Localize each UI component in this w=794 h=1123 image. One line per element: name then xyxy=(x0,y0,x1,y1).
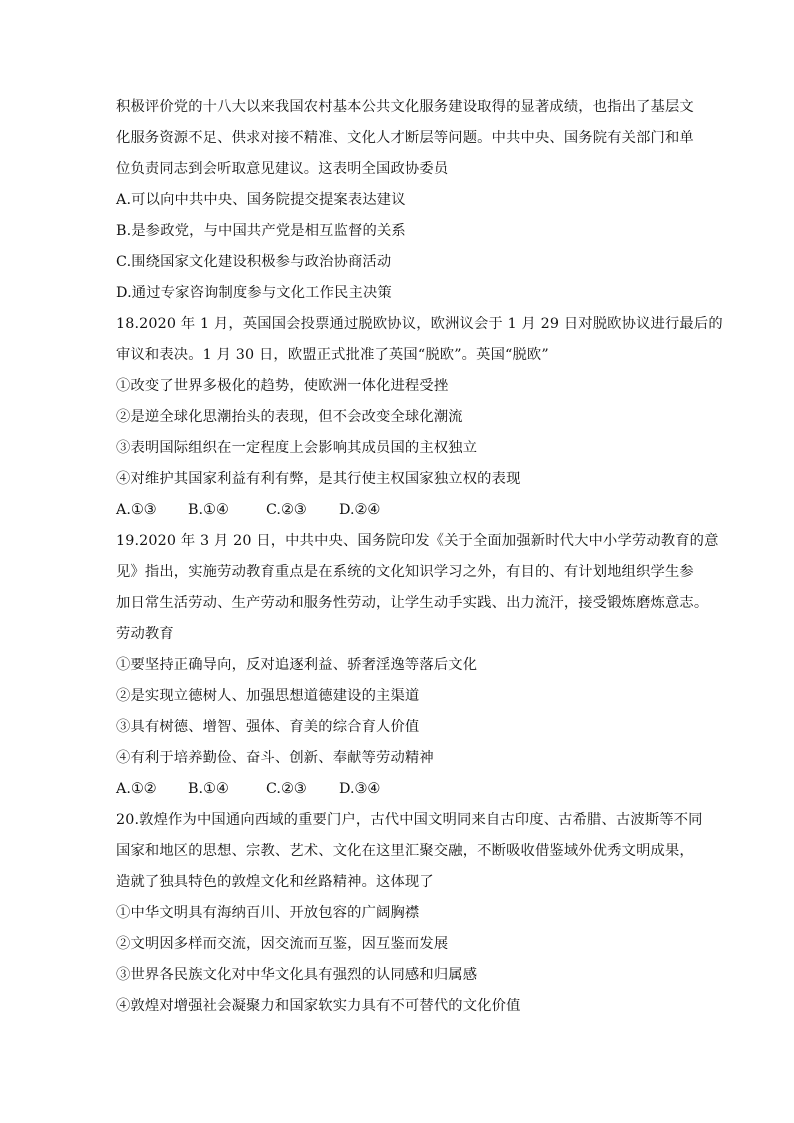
choice-c: C.②③ xyxy=(266,781,307,797)
statement-4: ④敦煌对增强社会凝聚力和国家软实力具有不可替代的文化价值 xyxy=(116,998,521,1014)
choice-a: A.①② xyxy=(116,781,157,797)
question-stem-line: 位负责同志到会听取意见建议。这表明全国政协委员 xyxy=(116,161,449,177)
statement-3: ③表明国际组织在一定程度上会影响其成员国的主权独立 xyxy=(116,440,478,456)
question-19 xyxy=(116,526,719,805)
statement-1: ①中华文明具有海纳百川、开放包容的广阔胸襟 xyxy=(116,905,420,921)
statement-1: ①改变了世界多极化的趋势，使欧洲一体化进程受挫 xyxy=(116,378,449,394)
option-c: C.围绕国家文化建设积极参与政治协商活动 xyxy=(116,254,392,270)
statement-3: ③世界各民族文化对中华文化具有强烈的认同感和归属感 xyxy=(116,967,478,983)
question-stem-line: 20.敦煌作为中国通向西域的重要门户，古代中国文明同来自古印度、古希腊、古波斯等不同 xyxy=(116,812,703,828)
question-stem-line: 18.2020 年 1 月，英国国会投票通过脱欧协议，欧洲议会于 1 月 29 日对脱欧协议进行最后的 xyxy=(116,316,723,332)
question-stem-line: 国家和地区的思想、宗教、艺术、文化在这里汇聚交融，不断吸收借鉴域外优秀文明成果， xyxy=(116,843,694,859)
statement-1: ①要坚持正确导向，反对追逐利益、骄奢淫逸等落后文化 xyxy=(116,657,478,673)
choice-b: B.①④ xyxy=(188,781,229,797)
statement-3: ③具有树德、增智、强体、育美的综合育人价值 xyxy=(116,719,420,735)
answer-choices xyxy=(116,774,696,805)
choice-d: D.③④ xyxy=(339,781,381,797)
question-20 xyxy=(116,805,703,1022)
question-stem-line: 化服务资源不足、供求对接不精准、文化人才断层等问题。中共中央、国务院有关部门和单 xyxy=(116,130,694,146)
question-17 xyxy=(116,92,696,309)
question-18 xyxy=(116,309,723,526)
question-stem-line: 劳动教育 xyxy=(116,626,174,642)
statement-4: ④对维护其国家利益有利有弊，是其行使主权国家独立权的表现 xyxy=(116,471,521,487)
choice-c: C.②③ xyxy=(266,502,307,518)
question-stem-line: 积极评价党的十八大以来我国农村基本公共文化服务建设取得的显著成绩，也指出了基层文 xyxy=(116,99,694,115)
statement-2: ②是实现立德树人、加强思想道德建设的主渠道 xyxy=(116,688,420,704)
question-stem-line: 加日常生活劳动、生产劳动和服务性劳动，让学生动手实践、出力流汗，接受锻炼磨炼意志。 xyxy=(116,595,709,611)
option-d: D.通过专家咨询制度参与文化工作民主决策 xyxy=(116,285,392,301)
answer-choices xyxy=(116,495,696,526)
question-stem-line: 19.2020 年 3 月 20 日，中共中央、国务院印发《关于全面加强新时代大中小学劳动教育的意 xyxy=(116,533,719,549)
option-a: A.可以向中共中央、国务院提交提案表达建议 xyxy=(116,192,406,208)
statement-2: ②是逆全球化思潮抬头的表现，但不会改变全球化潮流 xyxy=(116,409,463,425)
statement-2: ②文明因多样而交流，因交流而互鉴，因互鉴而发展 xyxy=(116,936,449,952)
question-stem-line: 造就了独具特色的敦煌文化和丝路精神。这体现了 xyxy=(116,874,434,890)
option-b: B.是参政党，与中国共产党是相互监督的关系 xyxy=(116,223,406,239)
choice-a: A.①③ xyxy=(116,502,157,518)
page-content xyxy=(116,92,723,1022)
question-stem-line: 审议和表决。1 月 30 日，欧盟正式批准了英国“脱欧”。英国“脱欧” xyxy=(116,347,549,363)
choice-b: B.①④ xyxy=(188,502,229,518)
question-stem-line: 见》指出，实施劳动教育重点是在系统的文化知识学习之外，有目的、有计划地组织学生参 xyxy=(116,564,694,580)
choice-d: D.②④ xyxy=(339,502,381,518)
statement-4: ④有利于培养勤俭、奋斗、创新、奉献等劳动精神 xyxy=(116,750,434,766)
